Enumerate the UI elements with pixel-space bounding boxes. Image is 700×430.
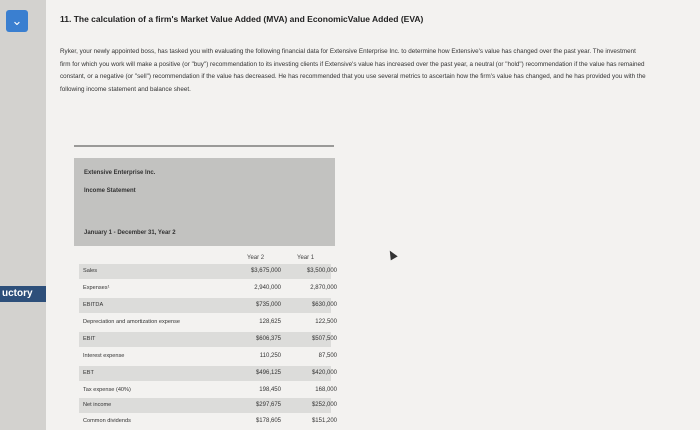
table-row — [79, 366, 337, 381]
table-row — [79, 398, 337, 413]
table-row — [79, 332, 337, 347]
year2-value: 128,625 — [259, 319, 281, 325]
chevron-down-icon[interactable]: ⌄ — [6, 10, 28, 32]
year1-value: $151,200 — [311, 418, 337, 424]
sidebar-label[interactable]: uctory — [0, 286, 46, 302]
row-label: Common dividends — [83, 418, 131, 424]
left-sidebar — [0, 0, 46, 430]
year2-value: 198,450 — [259, 387, 281, 393]
year1-value: 168,000 — [315, 387, 337, 393]
row-label: Interest expense — [83, 353, 125, 359]
year2-value: 110,250 — [259, 353, 281, 359]
year2-value: 2,940,000 — [254, 285, 281, 291]
table-row — [79, 383, 337, 398]
mouse-cursor-icon — [386, 249, 397, 261]
year1-value: 87,500 — [318, 353, 337, 359]
year1-value: $507,500 — [311, 336, 337, 342]
year2-value: $735,000 — [255, 302, 281, 308]
question-paragraph: Ryker, your newly appointed boss, has tasked you with evaluating the following financial data for Extensive Enterprise Inc. to determine how Extensive's value has changed over the past year. The investment firm for which you work will make a positive (or "buy") recommendation to its investing clients if Extensive's value has increased over the past year, a neutral (or "hold") recommendation if the value has remained constant, or a negative (or "sell") recommendation if the value has decreased. He has recommended that you use several metrics to ascertain how the firm's value has changed, and he has provided you with the following income statement and balance sheet. — [60, 48, 646, 93]
column-header-year2: Year 2 — [247, 255, 265, 261]
table-row — [79, 281, 337, 296]
table-row — [79, 298, 337, 313]
year1-value: $630,000 — [311, 302, 337, 308]
year1-value: $252,000 — [311, 402, 337, 408]
year2-value: $297,675 — [255, 402, 281, 408]
year1-value: $420,000 — [311, 370, 337, 376]
row-label: EBT — [83, 370, 94, 376]
statement-name: Income Statement — [84, 188, 136, 194]
table-row — [79, 349, 337, 364]
column-header-year1: Year 1 — [297, 255, 315, 261]
table-row — [79, 264, 337, 279]
statement-period: January 1 - December 31, Year 2 — [84, 230, 176, 236]
year2-value: $496,125 — [255, 370, 281, 376]
year1-value: 122,500 — [315, 319, 337, 325]
year2-value: $178,605 — [255, 418, 281, 424]
year1-value: $3,500,000 — [306, 268, 337, 274]
statement-header — [74, 158, 335, 246]
row-label: Expenses¹ — [83, 285, 110, 291]
row-label: Net income — [83, 402, 112, 408]
year1-value: 2,870,000 — [310, 285, 337, 291]
table-row — [79, 315, 337, 330]
row-label: Depreciation and amortization expense — [83, 319, 181, 325]
row-label: EBIT — [83, 336, 96, 342]
divider — [74, 145, 334, 147]
year2-value: $3,675,000 — [250, 268, 281, 274]
row-label: EBITDA — [83, 302, 104, 308]
company-name: Extensive Enterprise Inc. — [84, 170, 156, 176]
year2-value: $606,375 — [255, 336, 281, 342]
row-label: Tax expense (40%) — [83, 387, 131, 393]
row-label: Sales — [83, 268, 97, 274]
question-page — [46, 0, 700, 430]
table-row — [79, 414, 337, 429]
question-title: 11. The calculation of a firm's Market Value Added (MVA) and EconomicValue Added (EVA) — [60, 14, 424, 24]
